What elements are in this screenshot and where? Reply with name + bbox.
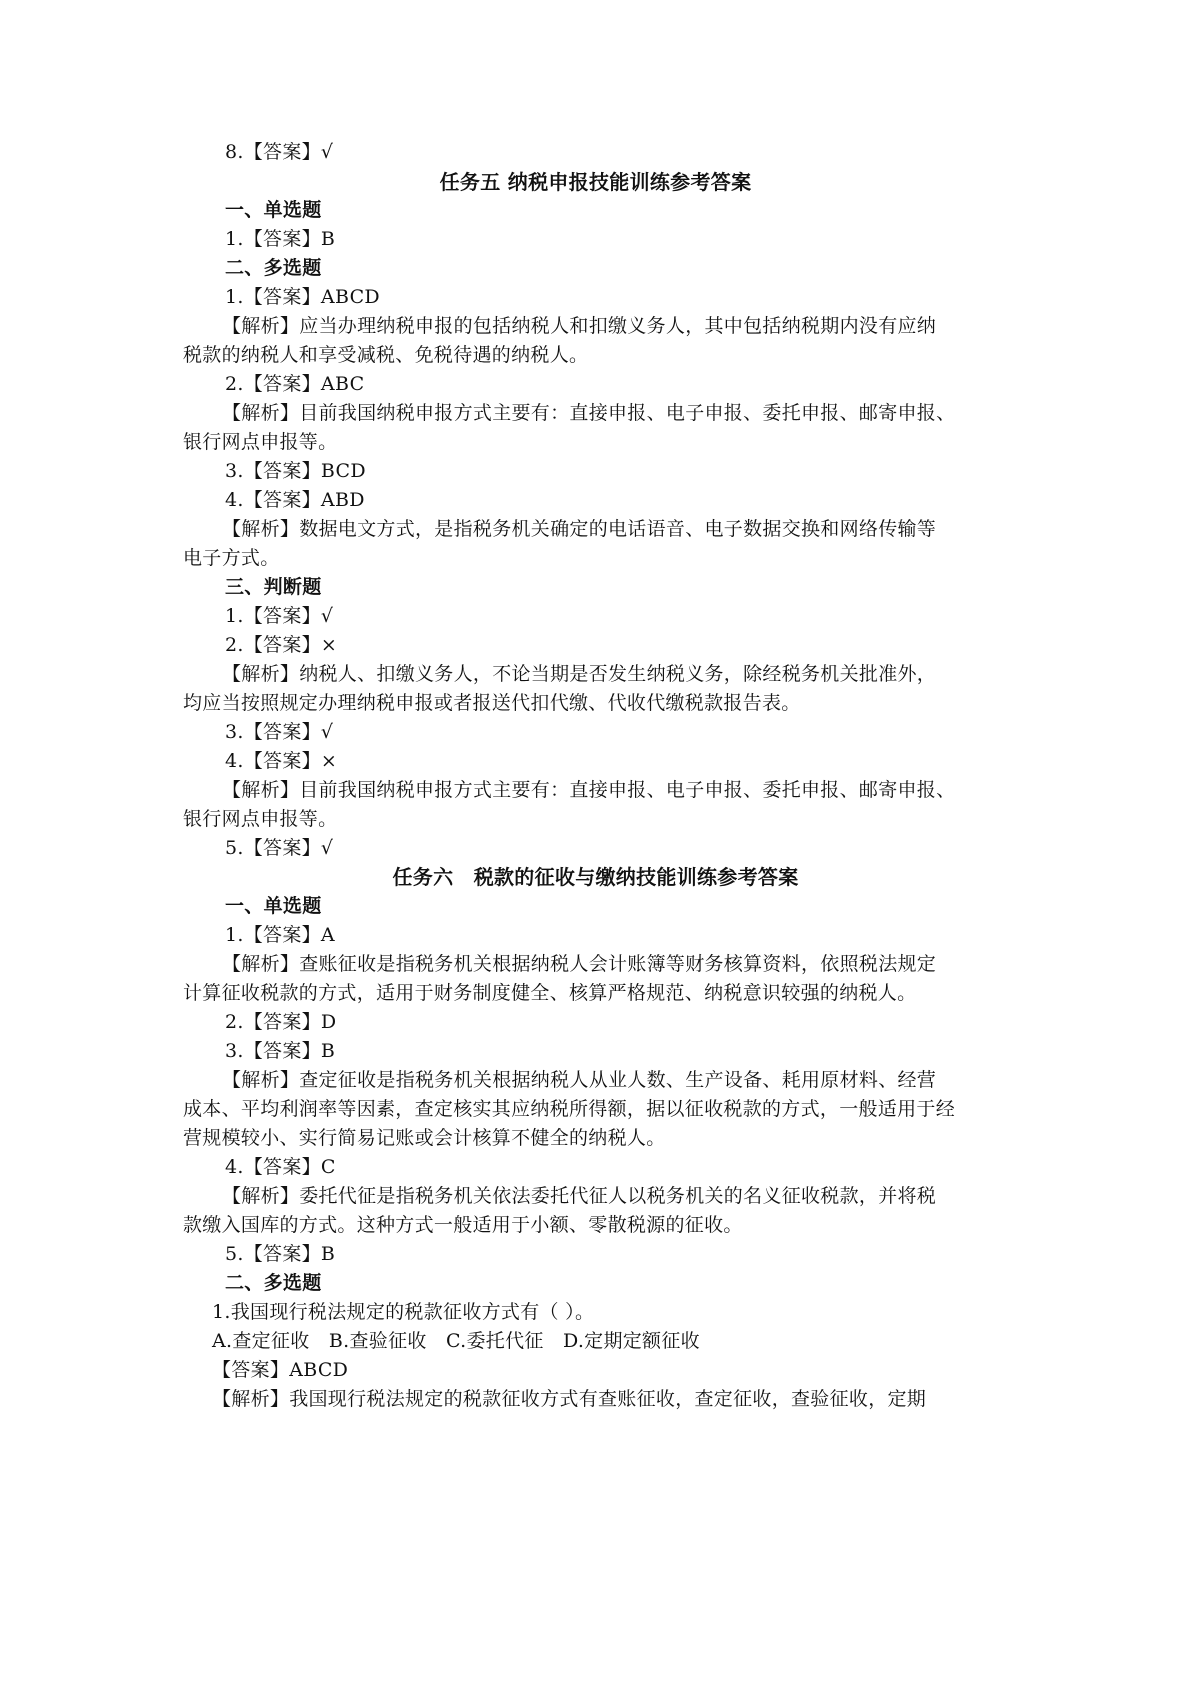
explanation-line: 【解析】目前我国纳税申报方式主要有：直接申报、电子申报、委托申报、邮寄申报、 xyxy=(222,779,956,801)
explanation-line: 【解析】查定征收是指税务机关根据纳税人从业人数、生产设备、耗用原材料、经营 xyxy=(222,1069,937,1091)
explanation-line: 【解析】目前我国纳税申报方式主要有：直接申报、电子申报、委托申报、邮寄申报、 xyxy=(222,402,956,424)
subsection-heading: 二、多选题 xyxy=(225,1272,322,1294)
answer-line: 4.【答案】× xyxy=(225,750,338,772)
answer-line: 1.【答案】ABCD xyxy=(225,286,380,308)
answer-line: 2.【答案】D xyxy=(225,1011,337,1033)
options-line: A.查定征收 B.查验征收 C.委托代征 D.定期定额征收 xyxy=(212,1330,700,1352)
explanation-line: 银行网点申报等。 xyxy=(183,808,338,830)
explanation-line: 税款的纳税人和享受减税、免税待遇的纳税人。 xyxy=(183,344,589,366)
explanation-line: 均应当按照规定办理纳税申报或者报送代扣代缴、代收代缴税款报告表。 xyxy=(183,692,801,714)
section-title: 任务六 税款的征收与缴纳技能训练参考答案 xyxy=(392,865,799,889)
answer-line: 4.【答案】ABD xyxy=(225,489,365,511)
explanation-line: 【解析】纳税人、扣缴义务人，不论当期是否发生纳税义务，除经税务机关批准外， xyxy=(222,663,937,685)
subsection-heading: 三、判断题 xyxy=(225,576,322,598)
subsection-heading: 一、单选题 xyxy=(225,895,322,917)
answer-line: 5.【答案】B xyxy=(225,1243,336,1265)
answer-line: 2.【答案】ABC xyxy=(225,373,365,395)
answer-line: 8.【答案】√ xyxy=(225,141,334,163)
answer-line: 3.【答案】B xyxy=(225,1040,336,1062)
explanation-line: 【解析】我国现行税法规定的税款征收方式有查账征收，查定征收，查验征收，定期 xyxy=(212,1388,927,1410)
explanation-line: 【解析】查账征收是指税务机关根据纳税人会计账簿等财务核算资料，依照税法规定 xyxy=(222,953,937,975)
explanation-line: 计算征收税款的方式，适用于财务制度健全、核算严格规范、纳税意识较强的纳税人。 xyxy=(183,982,917,1004)
answer-line: 1.【答案】√ xyxy=(225,605,334,627)
explanation-line: 成本、平均利润率等因素，查定核实其应纳税所得额，据以征收税款的方式，一般适用于经 xyxy=(183,1098,956,1120)
answer-line: 【答案】ABCD xyxy=(212,1359,349,1381)
answer-line: 1.【答案】A xyxy=(225,924,335,946)
question-line: 1.我国现行税法规定的税款征收方式有（ ）。 xyxy=(212,1301,595,1323)
explanation-line: 【解析】数据电文方式，是指税务机关确定的电话语音、电子数据交换和网络传输等 xyxy=(222,518,937,540)
explanation-line: 【解析】委托代征是指税务机关依法委托代征人以税务机关的名义征收税款，并将税 xyxy=(222,1185,937,1207)
answer-line: 2.【答案】× xyxy=(225,634,338,656)
subsection-heading: 二、多选题 xyxy=(225,257,322,279)
subsection-heading: 一、单选题 xyxy=(225,199,322,221)
explanation-line: 款缴入国库的方式。这种方式一般适用于小额、零散税源的征收。 xyxy=(183,1214,743,1236)
section-title: 任务五 纳税申报技能训练参考答案 xyxy=(439,170,752,194)
answer-line: 5.【答案】√ xyxy=(225,837,334,859)
answer-line: 3.【答案】√ xyxy=(225,721,334,743)
explanation-line: 【解析】应当办理纳税申报的包括纳税人和扣缴义务人，其中包括纳税期内没有应纳 xyxy=(222,315,937,337)
explanation-line: 银行网点申报等。 xyxy=(183,431,338,453)
answer-line: 3.【答案】BCD xyxy=(225,460,366,482)
explanation-line: 营规模较小、实行简易记账或会计核算不健全的纳税人。 xyxy=(183,1127,666,1149)
answer-line: 1.【答案】B xyxy=(225,228,336,250)
answer-line: 4.【答案】C xyxy=(225,1156,336,1178)
explanation-line: 电子方式。 xyxy=(183,547,280,569)
